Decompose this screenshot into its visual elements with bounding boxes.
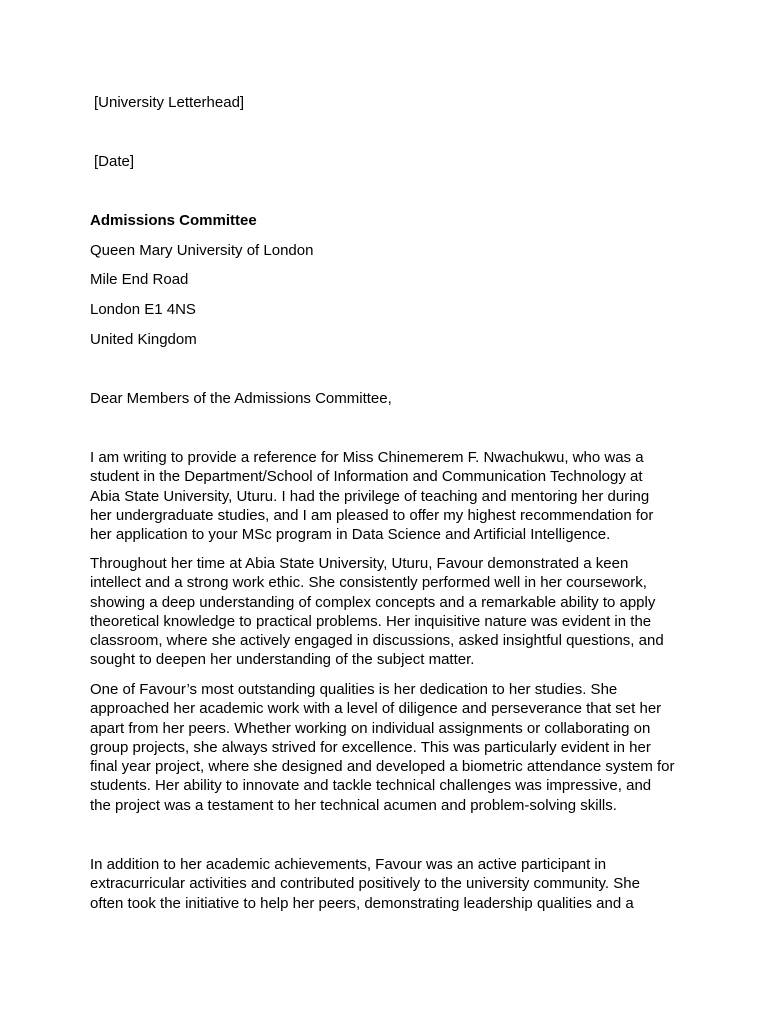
paragraph-line: often took the initiative to help her peers, demonstrating leadership qualities and a [90, 894, 634, 912]
paragraph-line: her undergraduate studies, and I am pleased to offer my highest recommendation for [90, 506, 654, 524]
recipient-city-postcode: London E1 4NS [90, 301, 196, 318]
paragraph-line: approached her academic work with a level of diligence and perseverance that set her [90, 700, 662, 718]
recipient-institution: Queen Mary University of London [90, 242, 314, 259]
paragraph-line: student in the Department/School of Information and Communication Technology at [90, 468, 643, 486]
body-paragraph-2 [90, 554, 690, 670]
paragraph-line: the project was a testament to her technical acumen and problem-solving skills. [90, 796, 617, 814]
paragraph-line: I am writing to provide a reference for Miss Chinemerem F. Nwachukwu, who was a [90, 449, 644, 466]
paragraph-line: showing a deep understanding of complex concepts and a remarkable ability to apply [90, 593, 656, 611]
paragraph-line: extracurricular activities and contributed positively to the university community. She [90, 875, 640, 893]
salutation: Dear Members of the Admissions Committee, [90, 390, 392, 407]
paragraph-line: sought to deepen her understanding of the subject matter. [90, 651, 475, 669]
body-paragraph-3 [90, 680, 690, 815]
body-paragraph-4 [90, 855, 690, 913]
recipient-country: United Kingdom [90, 331, 197, 348]
recipient-street: Mile End Road [90, 271, 189, 288]
paragraph-line: Throughout her time at Abia State University, Uturu, Favour demonstrated a keen [90, 555, 629, 572]
paragraph-line: final year project, where she designed and developed a biometric attendance system for [90, 758, 675, 776]
paragraph-line: apart from her peers. Whether working on individual assignments or collaborating on [90, 719, 651, 737]
paragraph-line: students. Her ability to innovate and tackle technical challenges was impressive, and [90, 777, 652, 795]
paragraph-line: intellect and a strong work ethic. She consistently performed well in her coursework, [90, 574, 647, 592]
paragraph-line: In addition to her academic achievements, Favour was an active participant in [90, 856, 607, 873]
date-placeholder: [Date] [94, 153, 135, 170]
paragraph-line: her application to your MSc program in Data Science and Artificial Intelligence. [90, 526, 611, 544]
recipient-committee: Admissions Committee [90, 212, 257, 229]
paragraph-line: group projects, she always strived for excellence. This was particularly evident in her [90, 738, 651, 756]
paragraph-line: classroom, where she actively engaged in discussions, asked insightful questions, and [90, 632, 664, 650]
paragraph-line: One of Favour’s most outstanding qualities is her dedication to her studies. She [90, 681, 618, 698]
body-paragraph-1 [90, 448, 690, 544]
paragraph-line: theoretical knowledge to practical problems. Her inquisitive nature was evident in the [90, 612, 652, 630]
letterhead-placeholder: [University Letterhead] [94, 94, 245, 111]
paragraph-line: Abia State University, Uturu. I had the privilege of teaching and mentoring her during [90, 487, 650, 505]
